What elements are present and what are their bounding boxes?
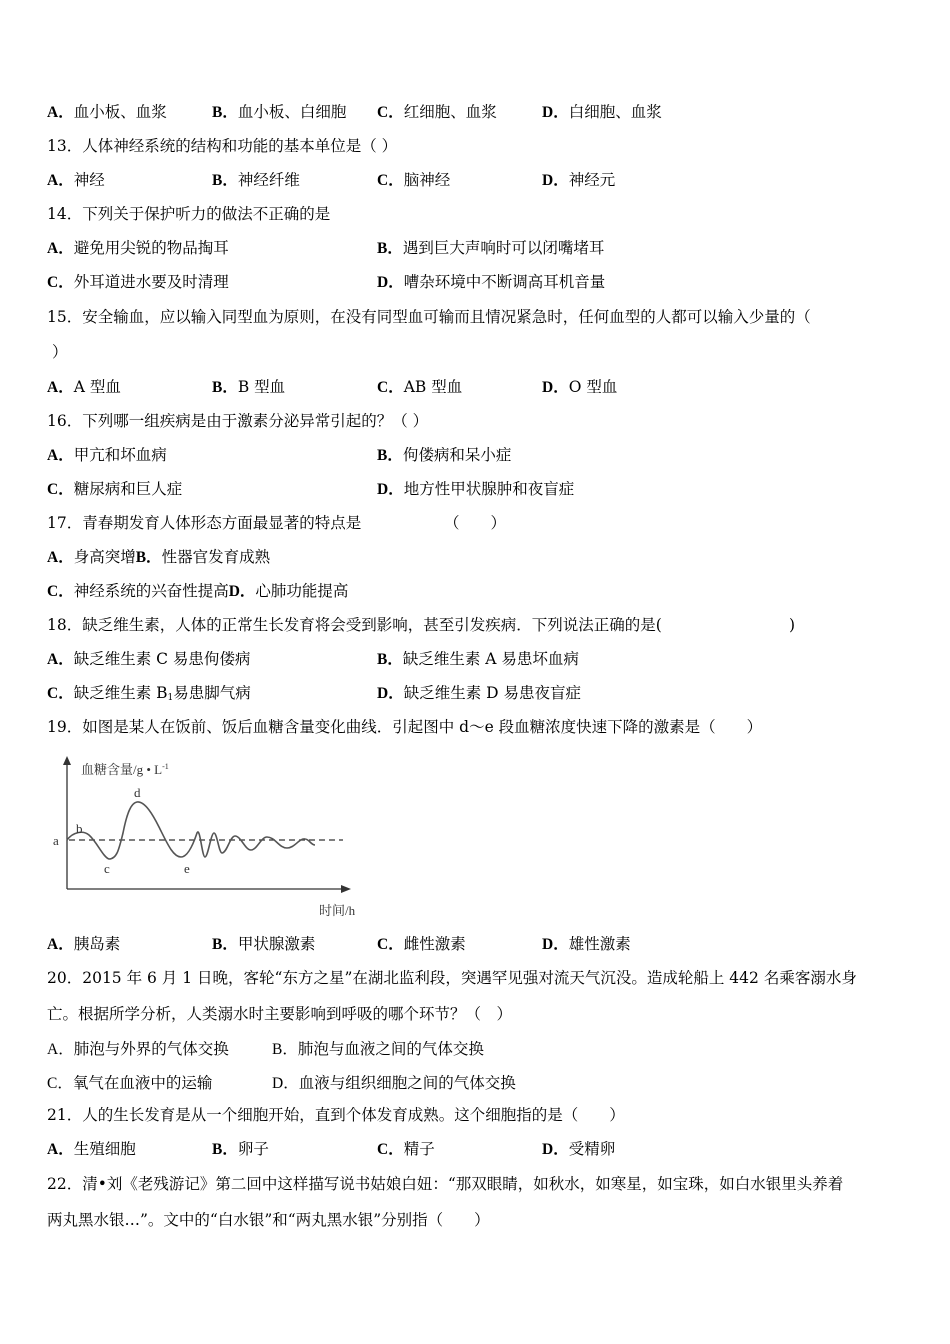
- q13-option-d: D．神经元: [542, 171, 616, 189]
- q12-option-b: B．血小板、白细胞: [212, 103, 347, 121]
- q14-stem: 14．下列关于保护听力的做法不正确的是: [47, 205, 331, 223]
- q17-options-cd: C．神经系统的兴奋性提高D．心肺功能提高: [47, 582, 349, 600]
- q18-blank-close: ): [789, 616, 796, 634]
- q12-option-c: C．红细胞、血浆: [377, 103, 497, 121]
- q15-stem-line1: 15．安全输血，应以输入同型血为原则，在没有同型血可输而且情况紧急时，任何血型的人都可以输入少量的（: [47, 308, 811, 326]
- q17-answer-blank: （ ）: [444, 514, 507, 532]
- q18-option-d: D．缺乏维生素 D 易患夜盲症: [377, 684, 581, 702]
- q15-stem-line2: ）: [52, 343, 68, 361]
- q16-option-b: B．佝偻病和呆小症: [377, 446, 512, 464]
- q19-option-b: B．甲状腺激素: [212, 935, 316, 953]
- point-label-b: b: [76, 821, 83, 836]
- q16-stem: 16．下列哪一组疾病是由于激素分泌异常引起的？（ ）: [47, 412, 429, 430]
- q18-option-c: C．缺乏维生素 $B_1$易患脚气病: [47, 684, 251, 703]
- q12-option-d: D．白细胞、血浆: [542, 103, 662, 121]
- q21-stem: 21．人的生长发育是从一个细胞开始，直到个体发育成熟。这个细胞指的是（ ）: [47, 1106, 625, 1124]
- q18-option-a: A．缺乏维生素 C 易患佝偻病: [47, 650, 251, 668]
- q13-option-a: A．神经: [47, 171, 105, 189]
- point-label-d: d: [134, 785, 141, 800]
- q16-option-a: A．甲亢和坏血病: [47, 446, 167, 464]
- blood-sugar-curve-figure: [47, 753, 367, 918]
- q21-option-c: C．精子: [377, 1140, 435, 1158]
- x-axis-label: 时间/h: [319, 903, 356, 918]
- q16-option-d: D．地方性甲状腺肿和夜盲症: [377, 480, 575, 498]
- q14-option-a: A．避免用尖锐的物品掏耳: [47, 239, 229, 257]
- point-label-a: a: [53, 833, 59, 848]
- q13-option-b: B．神经纤维: [212, 171, 300, 189]
- q19-option-d: D．雄性激素: [542, 935, 631, 953]
- q15-option-b: B．B 型血: [212, 378, 286, 396]
- q15-option-a: A．A 型血: [47, 378, 121, 396]
- y-axis-arrow-icon: [63, 756, 71, 765]
- q18-option-b: B．缺乏维生素 A 易患坏血病: [377, 650, 579, 668]
- q19-option-c: C．雌性激素: [377, 935, 466, 953]
- q20-option-b: B．肺泡与血液之间的气体交换: [272, 1040, 484, 1058]
- q16-option-c: C．糖尿病和巨人症: [47, 480, 183, 498]
- point-label-c: c: [104, 861, 110, 876]
- q20-option-a: A．肺泡与外界的气体交换: [47, 1040, 229, 1058]
- q17-stem: 17．青春期发育人体形态方面最显著的特点是: [47, 514, 362, 532]
- q20-option-c: C．氧气在血液中的运输: [47, 1074, 213, 1092]
- q20-stem-line2: 亡。根据所学分析，人类溺水时主要影响到呼吸的哪个环节？（ ）: [47, 1005, 513, 1023]
- q12-option-a: A．血小板、血浆: [47, 103, 167, 121]
- q14-option-d: D．嘈杂环境中不断调高耳机音量: [377, 273, 606, 291]
- q21-option-a: A．生殖细胞: [47, 1140, 136, 1158]
- q21-option-d: D．受精卵: [542, 1140, 616, 1158]
- q14-option-c: C．外耳道进水要及时清理: [47, 273, 229, 291]
- q19-option-a: A．胰岛素: [47, 935, 121, 953]
- q20-option-d: D．血液与组织细胞之间的气体交换: [272, 1074, 516, 1092]
- q18-stem: 18．缺乏维生素，人体的正常生长发育将会受到影响，甚至引发疾病．下列说法正确的是(: [47, 616, 662, 634]
- q17-options-ab: A．身高突增B．性器官发育成熟: [47, 548, 271, 566]
- q14-option-b: B．遇到巨大声响时可以闭嘴堵耳: [377, 239, 605, 257]
- x-axis-arrow-icon: [341, 885, 351, 893]
- q22-stem-line2: 两丸黑水银…”。文中的“白水银”和“两丸黑水银”分别指（ ）: [47, 1211, 490, 1229]
- y-axis-label: 血糖含量/g • $L^{-1}$: [81, 762, 169, 777]
- q13-option-c: C．脑神经: [377, 171, 451, 189]
- q20-stem-line1: 20．2015 年 6 月 1 日晚，客轮“东方之星”在湖北监利段，突遇罕见强对流天气沉没。造成轮船上 442 名乘客溺水身: [47, 969, 857, 987]
- q15-option-c: C．AB 型血: [377, 378, 463, 396]
- q21-option-b: B．卵子: [212, 1140, 269, 1158]
- q19-stem: 19．如图是某人在饭前、饭后血糖含量变化曲线．引起图中 d～e 段血糖浓度快速下降的激素是（ ）: [47, 718, 763, 736]
- point-label-e: e: [184, 861, 190, 876]
- q22-stem-line1: 22．清•刘《老残游记》第二回中这样描写说书姑娘白妞：“那双眼睛，如秋水，如寒星，如宝珠，如白水银里头养着: [47, 1175, 844, 1193]
- q15-option-d: D．O 型血: [542, 378, 618, 396]
- blood-sugar-curve: [67, 802, 315, 859]
- q13-stem: 13．人体神经系统的结构和功能的基本单位是（ ）: [47, 137, 398, 155]
